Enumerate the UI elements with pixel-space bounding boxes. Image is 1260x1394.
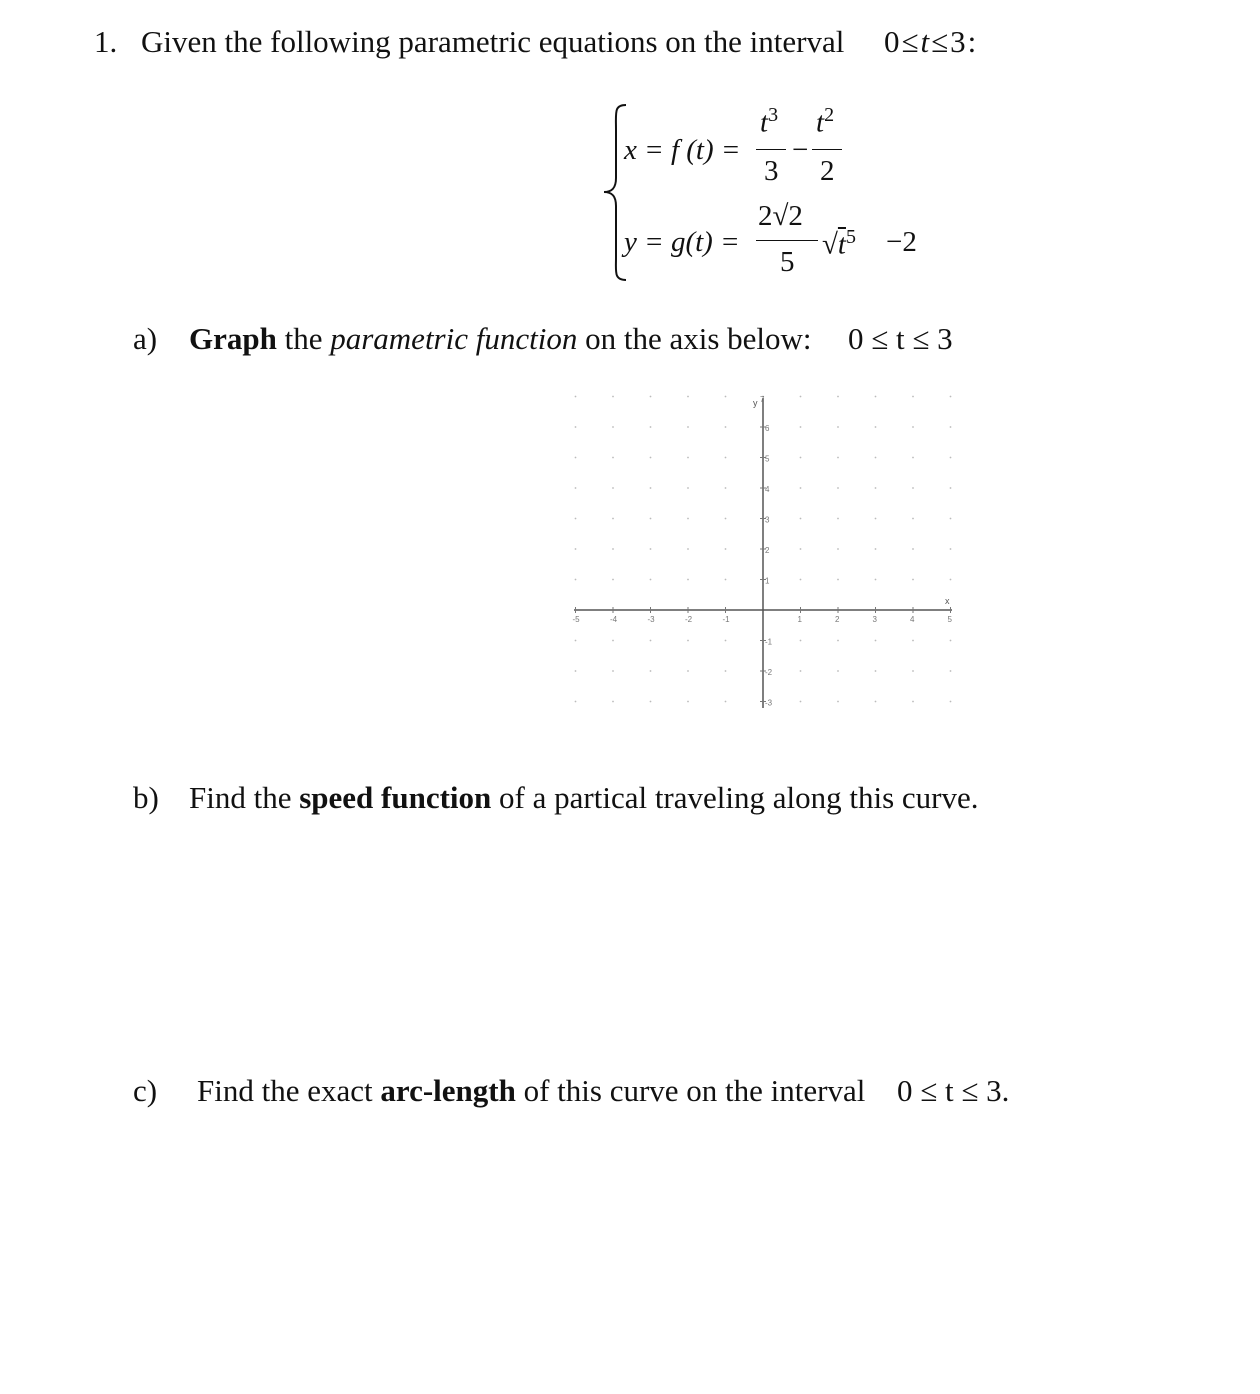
grid-dot — [875, 396, 877, 398]
grid-dot — [575, 426, 577, 428]
question-number: 1. — [94, 24, 118, 59]
grid-dot — [912, 518, 914, 520]
x-tick-label: 2 — [835, 615, 840, 624]
grid-dot — [575, 701, 577, 703]
question-text: Given the following parametric equations on the interval — [141, 24, 845, 59]
grid-dot — [612, 548, 614, 550]
grid-dot — [612, 670, 614, 672]
grid-dot — [650, 487, 652, 489]
grid-dot — [837, 487, 839, 489]
x-axis-label: x — [945, 596, 950, 606]
y-coef-bar — [756, 240, 818, 241]
grid-dot — [612, 579, 614, 581]
grid-dot — [875, 701, 877, 703]
x-tick-label: -2 — [685, 615, 693, 624]
x-tick-label: -1 — [722, 615, 730, 624]
equation-system — [600, 100, 930, 285]
y-equation-lhs: y = g(t) = — [624, 226, 740, 258]
x-tick-label: -3 — [647, 615, 655, 624]
grid-dot — [575, 579, 577, 581]
x-term2-bar — [812, 149, 842, 150]
x-tick-label: 5 — [947, 615, 952, 624]
grid-dot — [725, 548, 727, 550]
grid-dot — [837, 518, 839, 520]
grid-dot — [650, 579, 652, 581]
grid-dot — [687, 457, 689, 459]
grid-dot — [575, 518, 577, 520]
grid-dot — [837, 670, 839, 672]
x-tick-label: -4 — [610, 615, 618, 624]
grid-dot — [687, 518, 689, 520]
grid-dot — [912, 640, 914, 642]
grid-dot — [950, 518, 952, 520]
grid-dot — [800, 548, 802, 550]
grid-dot — [950, 426, 952, 428]
grid-dot — [912, 426, 914, 428]
grid-dot — [575, 487, 577, 489]
y-tick-label: 6 — [765, 424, 770, 433]
grid-dot — [687, 701, 689, 703]
grid-dot — [650, 396, 652, 398]
grid-dot — [650, 518, 652, 520]
grid-dot — [875, 518, 877, 520]
grid-dot — [725, 457, 727, 459]
coordinate-graph — [560, 390, 960, 720]
grid-dot — [800, 457, 802, 459]
grid-dot — [612, 457, 614, 459]
grid-dot — [687, 548, 689, 550]
grid-dot — [912, 670, 914, 672]
grid-dot — [725, 640, 727, 642]
grid-dot — [725, 396, 727, 398]
grid-dot — [950, 640, 952, 642]
grid-dot — [650, 457, 652, 459]
grid-dot — [875, 640, 877, 642]
grid-dot — [875, 426, 877, 428]
y-tick-label: 5 — [765, 454, 770, 464]
part-a-interval: 0 ≤ t ≤ 3 — [848, 321, 953, 356]
grid-dot — [650, 548, 652, 550]
grid-dot — [837, 640, 839, 642]
grid-dot — [950, 457, 952, 459]
grid-dot — [950, 701, 952, 703]
grid-dot — [912, 548, 914, 550]
grid-dot — [800, 670, 802, 672]
part-b-prompt: Find the speed function of a partical traveling along this curve. — [189, 780, 979, 815]
grid-dot — [837, 548, 839, 550]
grid-dot — [687, 670, 689, 672]
grid-dot — [800, 487, 802, 489]
y-constant: −2 — [886, 226, 917, 258]
grid-dot — [950, 487, 952, 489]
x-term2-numerator: $t^2$ — [816, 104, 835, 139]
grid-dot — [912, 579, 914, 581]
x-equation-lhs: x = f (t) = — [624, 134, 741, 166]
y-axis-label: y — [753, 398, 758, 408]
part-c-label: c) — [133, 1073, 158, 1108]
grid-dot — [837, 396, 839, 398]
x-term1-denominator: 3 — [764, 155, 779, 187]
y-tick-label: 4 — [765, 485, 770, 494]
part-c-prompt: Find the exact arc-length of this curve on the interval — [197, 1073, 866, 1108]
grid-dot — [725, 426, 727, 428]
x-tick-label: -5 — [572, 615, 580, 624]
grid-dot — [837, 579, 839, 581]
grid-dot — [575, 670, 577, 672]
grid-dot — [950, 579, 952, 581]
x-minus: − — [792, 134, 809, 166]
grid-dot — [612, 640, 614, 642]
x-tick-label: 3 — [872, 615, 877, 624]
grid-dot — [800, 518, 802, 520]
grid-dot — [875, 457, 877, 459]
y-coef-numerator: 2√2 — [758, 200, 803, 232]
grid-dot — [950, 548, 952, 550]
grid-dot — [687, 396, 689, 398]
grid-dot — [687, 487, 689, 489]
part-a-prompt: Graph the parametric function on the axis below: — [189, 321, 812, 356]
grid-dot — [612, 426, 614, 428]
grid-dot — [912, 457, 914, 459]
x-term2-denominator: 2 — [820, 155, 835, 187]
grid-dot — [800, 640, 802, 642]
x-term1-bar — [756, 149, 786, 150]
grid-dot — [837, 457, 839, 459]
grid-dot — [875, 548, 877, 550]
grid-dot — [725, 487, 727, 489]
x-tick-label: 4 — [910, 615, 915, 624]
grid-dot — [687, 640, 689, 642]
grid-dot — [650, 670, 652, 672]
y-tick-label: -1 — [765, 637, 773, 647]
y-radical: $√t^5$ — [822, 226, 856, 261]
grid-dot — [875, 579, 877, 581]
grid-dot — [725, 579, 727, 581]
grid-dot — [725, 670, 727, 672]
y-tick-label: 2 — [765, 546, 770, 555]
y-tick-label: 1 — [765, 576, 770, 586]
grid-dot — [650, 426, 652, 428]
grid-dot — [912, 701, 914, 703]
grid-dot — [725, 701, 727, 703]
grid-dot — [875, 670, 877, 672]
part-b-label: b) — [133, 780, 159, 815]
grid-dot — [575, 548, 577, 550]
x-tick-label: 1 — [797, 615, 802, 624]
part-a-label: a) — [133, 321, 158, 356]
grid-dot — [912, 396, 914, 398]
grid-dot — [687, 579, 689, 581]
grid-dot — [837, 701, 839, 703]
grid-dot — [837, 426, 839, 428]
y-tick-label: 3 — [765, 515, 770, 525]
grid-dot — [950, 396, 952, 398]
y-tick-label: -2 — [765, 668, 773, 677]
y-coef-denominator: 5 — [780, 246, 795, 278]
grid-dot — [800, 426, 802, 428]
grid-dot — [612, 518, 614, 520]
grid-dot — [687, 426, 689, 428]
grid-dot — [650, 701, 652, 703]
grid-dot — [612, 701, 614, 703]
grid-dot — [950, 670, 952, 672]
question-interval: 0≤t≤3: — [884, 24, 979, 59]
grid-dot — [800, 701, 802, 703]
grid-dot — [575, 396, 577, 398]
y-top-label: 7 — [760, 395, 765, 404]
grid-dot — [612, 396, 614, 398]
grid-dot — [800, 579, 802, 581]
grid-dot — [725, 518, 727, 520]
grid-dot — [612, 487, 614, 489]
x-term1-numerator: $t^3$ — [760, 104, 779, 139]
grid-dot — [875, 487, 877, 489]
grid-dot — [650, 640, 652, 642]
part-c-interval: 0 ≤ t ≤ 3. — [897, 1073, 1010, 1108]
grid-dot — [575, 457, 577, 459]
y-tick-label: -3 — [765, 698, 773, 708]
grid-dot — [912, 487, 914, 489]
grid-dot — [800, 396, 802, 398]
grid-dot — [575, 640, 577, 642]
